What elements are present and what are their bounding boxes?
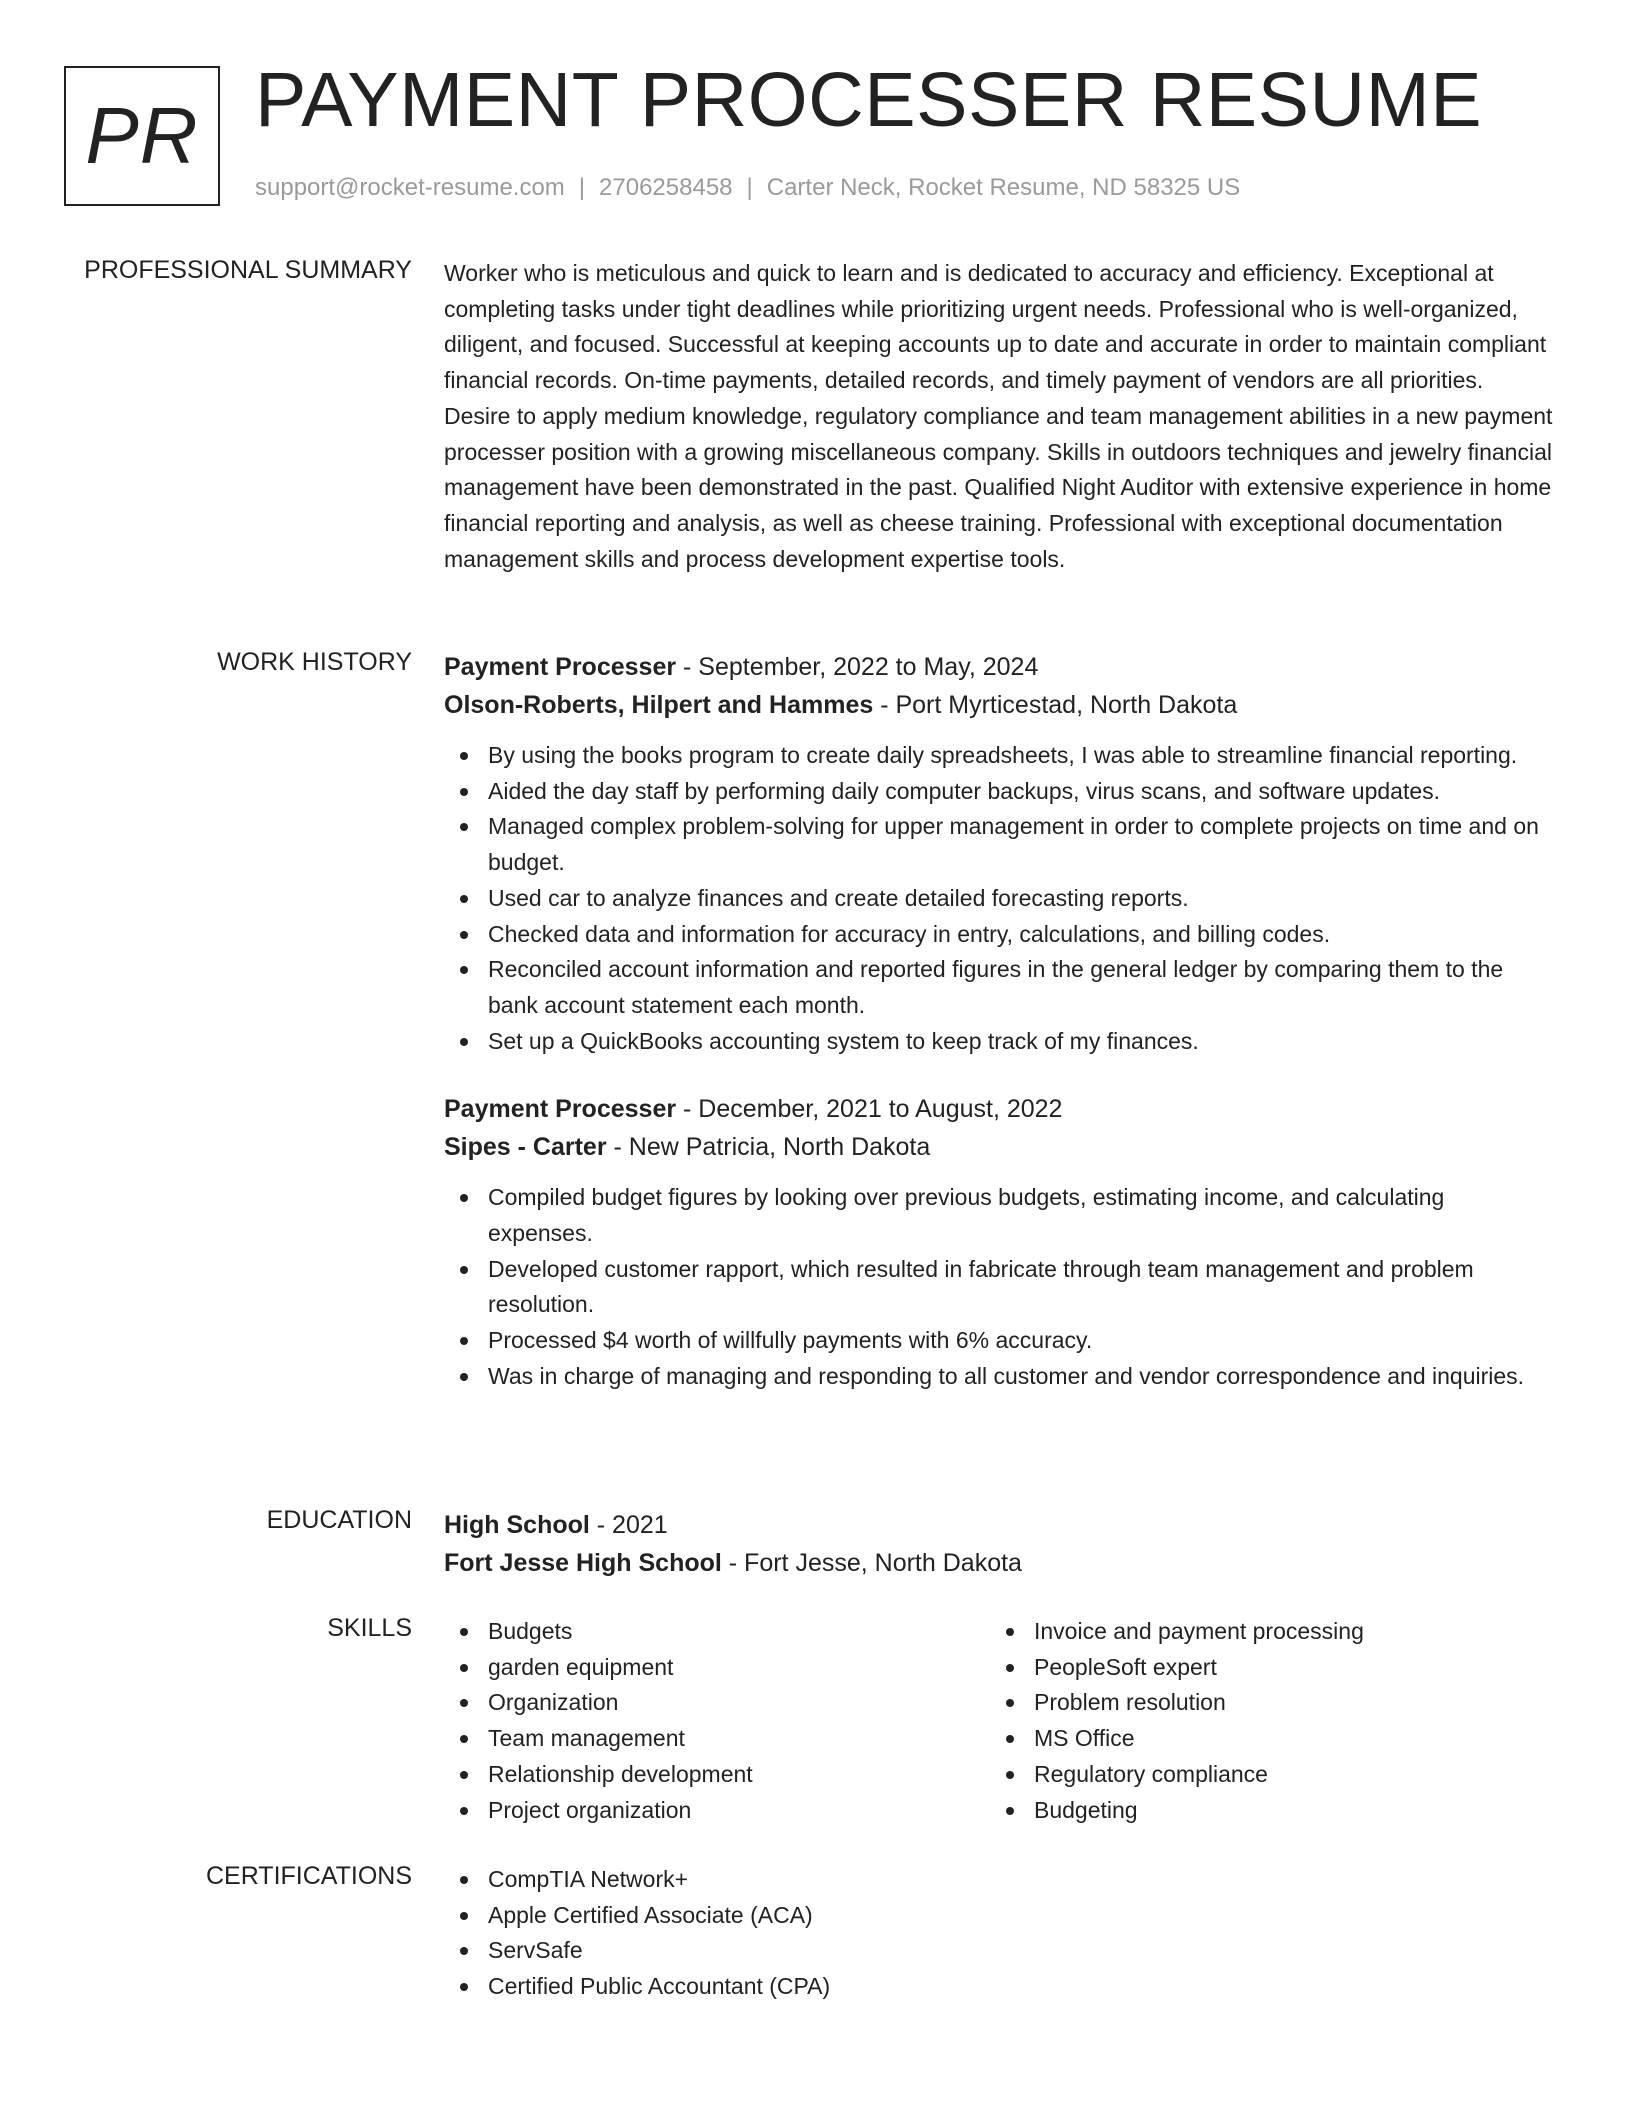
job-location: - New Patricia, North Dakota	[606, 1133, 931, 1162]
list-item: Budgeting	[990, 1793, 1530, 1829]
contact-separator: |	[578, 174, 586, 201]
section-body	[444, 648, 1554, 1395]
section-body	[444, 1506, 1554, 1582]
list-item: garden equipment	[444, 1650, 984, 1686]
job-title-line	[444, 648, 1554, 686]
contact-email[interactable]: support@rocket-resume.com	[255, 174, 565, 201]
section-label: SKILLS	[327, 1614, 412, 1642]
list-item: Certified Public Accountant (CPA)	[444, 1969, 1554, 2005]
list-item: PeopleSoft expert	[990, 1650, 1530, 1686]
contact-separator: |	[746, 174, 753, 201]
list-item: Project organization	[444, 1793, 984, 1829]
list-item: Problem resolution	[990, 1685, 1530, 1721]
contact-line	[255, 174, 1240, 202]
list-item: By using the books program to create daily spreadsheets, I was able to streamline financial reporting.	[444, 738, 1554, 774]
list-item: Checked data and information for accuracy in entry, calculations, and billing codes.	[444, 917, 1554, 953]
job-entry	[444, 1090, 1554, 1394]
list-item: Used car to analyze finances and create detailed forecasting reports.	[444, 881, 1554, 917]
job-bullets	[444, 1180, 1554, 1394]
job-company: Sipes - Carter	[444, 1133, 607, 1162]
section-body	[444, 1862, 1554, 2005]
job-dates: - December, 2021 to August, 2022	[676, 1095, 1063, 1124]
list-item: Processed $4 worth of willfully payments with 6% accuracy.	[444, 1323, 1554, 1359]
resume-title: PAYMENT PROCESSER RESUME	[255, 57, 1483, 143]
skills-column-right	[990, 1614, 1530, 1828]
job-dates: - September, 2022 to May, 2024	[676, 653, 1039, 681]
list-item: Budgets	[444, 1614, 984, 1650]
monogram-initials: PR	[85, 91, 199, 180]
job-entry	[444, 648, 1554, 1059]
job-company-line	[444, 686, 1554, 724]
list-item: ServSafe	[444, 1933, 1554, 1969]
job-company-line	[444, 1128, 1554, 1166]
list-item: CompTIA Network+	[444, 1862, 1554, 1898]
list-item: Relationship development	[444, 1757, 984, 1793]
education-degree: High School	[444, 1511, 590, 1539]
monogram-box	[64, 66, 220, 206]
list-item: Team management	[444, 1721, 984, 1757]
list-item: Aided the day staff by performing daily computer backups, virus scans, and software updates.	[444, 774, 1554, 810]
education-degree-line	[444, 1506, 1554, 1544]
contact-phone[interactable]: 2706258458	[599, 174, 733, 201]
education-school-line	[444, 1544, 1554, 1582]
job-title: Payment Processer	[444, 653, 677, 681]
job-bullets	[444, 738, 1554, 1059]
list-item: Was in charge of managing and responding to all customer and vendor correspondence and inquiries.	[444, 1359, 1554, 1395]
skills-list	[990, 1614, 1530, 1828]
job-title: Payment Processer	[444, 1095, 677, 1124]
certifications-list	[444, 1862, 1554, 2005]
section-label: EDUCATION	[266, 1506, 412, 1534]
summary-text: Worker who is meticulous and quick to learn and is dedicated to accuracy and efficiency. Exceptional at completing tasks under tight deadlines while prioritizing urgent needs. Professional who is well-organized, diligent, and focused. Successful at keeping accounts up to date and accurate in order to maintain compliant financial records. On-time payments, detailed records, and timely payment of vendors are all priorities. Desire to apply medium knowledge, regulatory compliance and team management abilities in a new payment processer position with a growing miscellaneous company. Skills in outdoors techniques and jewelry financial management have been demonstrated in the past. Qualified Night Auditor with extensive experience in home financial reporting and analysis, as well as cheese training. Professional with exceptional documentation management skills and process development expertise tools.	[444, 260, 1553, 572]
section-label: WORK HISTORY	[217, 648, 412, 676]
contact-address: Carter Neck, Rocket Resume, ND 58325 US	[766, 174, 1241, 201]
list-item: Apple Certified Associate (ACA)	[444, 1898, 1554, 1934]
education-school: Fort Jesse High School	[444, 1549, 722, 1577]
education-location: - Fort Jesse, North Dakota	[721, 1549, 1022, 1577]
list-item: Managed complex problem-solving for upper management in order to complete projects on time and on budget.	[444, 809, 1554, 880]
list-item: Organization	[444, 1685, 984, 1721]
job-title-line	[444, 1090, 1554, 1128]
list-item: Regulatory compliance	[990, 1757, 1530, 1793]
section-label: CERTIFICATIONS	[205, 1862, 412, 1890]
list-item: Reconciled account information and reported figures in the general ledger by comparing them to the bank account statement each month.	[444, 952, 1554, 1023]
list-item: Developed customer rapport, which resulted in fabricate through team management and problem resolution.	[444, 1252, 1554, 1323]
list-item: Compiled budget figures by looking over previous budgets, estimating income, and calculating expenses.	[444, 1180, 1554, 1251]
skills-list	[444, 1614, 984, 1828]
section-body	[444, 256, 1554, 577]
job-location: - Port Myrticestad, North Dakota	[873, 691, 1238, 719]
list-item: Set up a QuickBooks accounting system to keep track of my finances.	[444, 1024, 1554, 1060]
list-item: Invoice and payment processing	[990, 1614, 1530, 1650]
job-company: Olson-Roberts, Hilpert and Hammes	[444, 691, 874, 719]
education-year: - 2021	[589, 1511, 668, 1539]
list-item: MS Office	[990, 1721, 1530, 1757]
skills-column-left	[444, 1614, 984, 1828]
section-label: PROFESSIONAL SUMMARY	[84, 256, 412, 284]
